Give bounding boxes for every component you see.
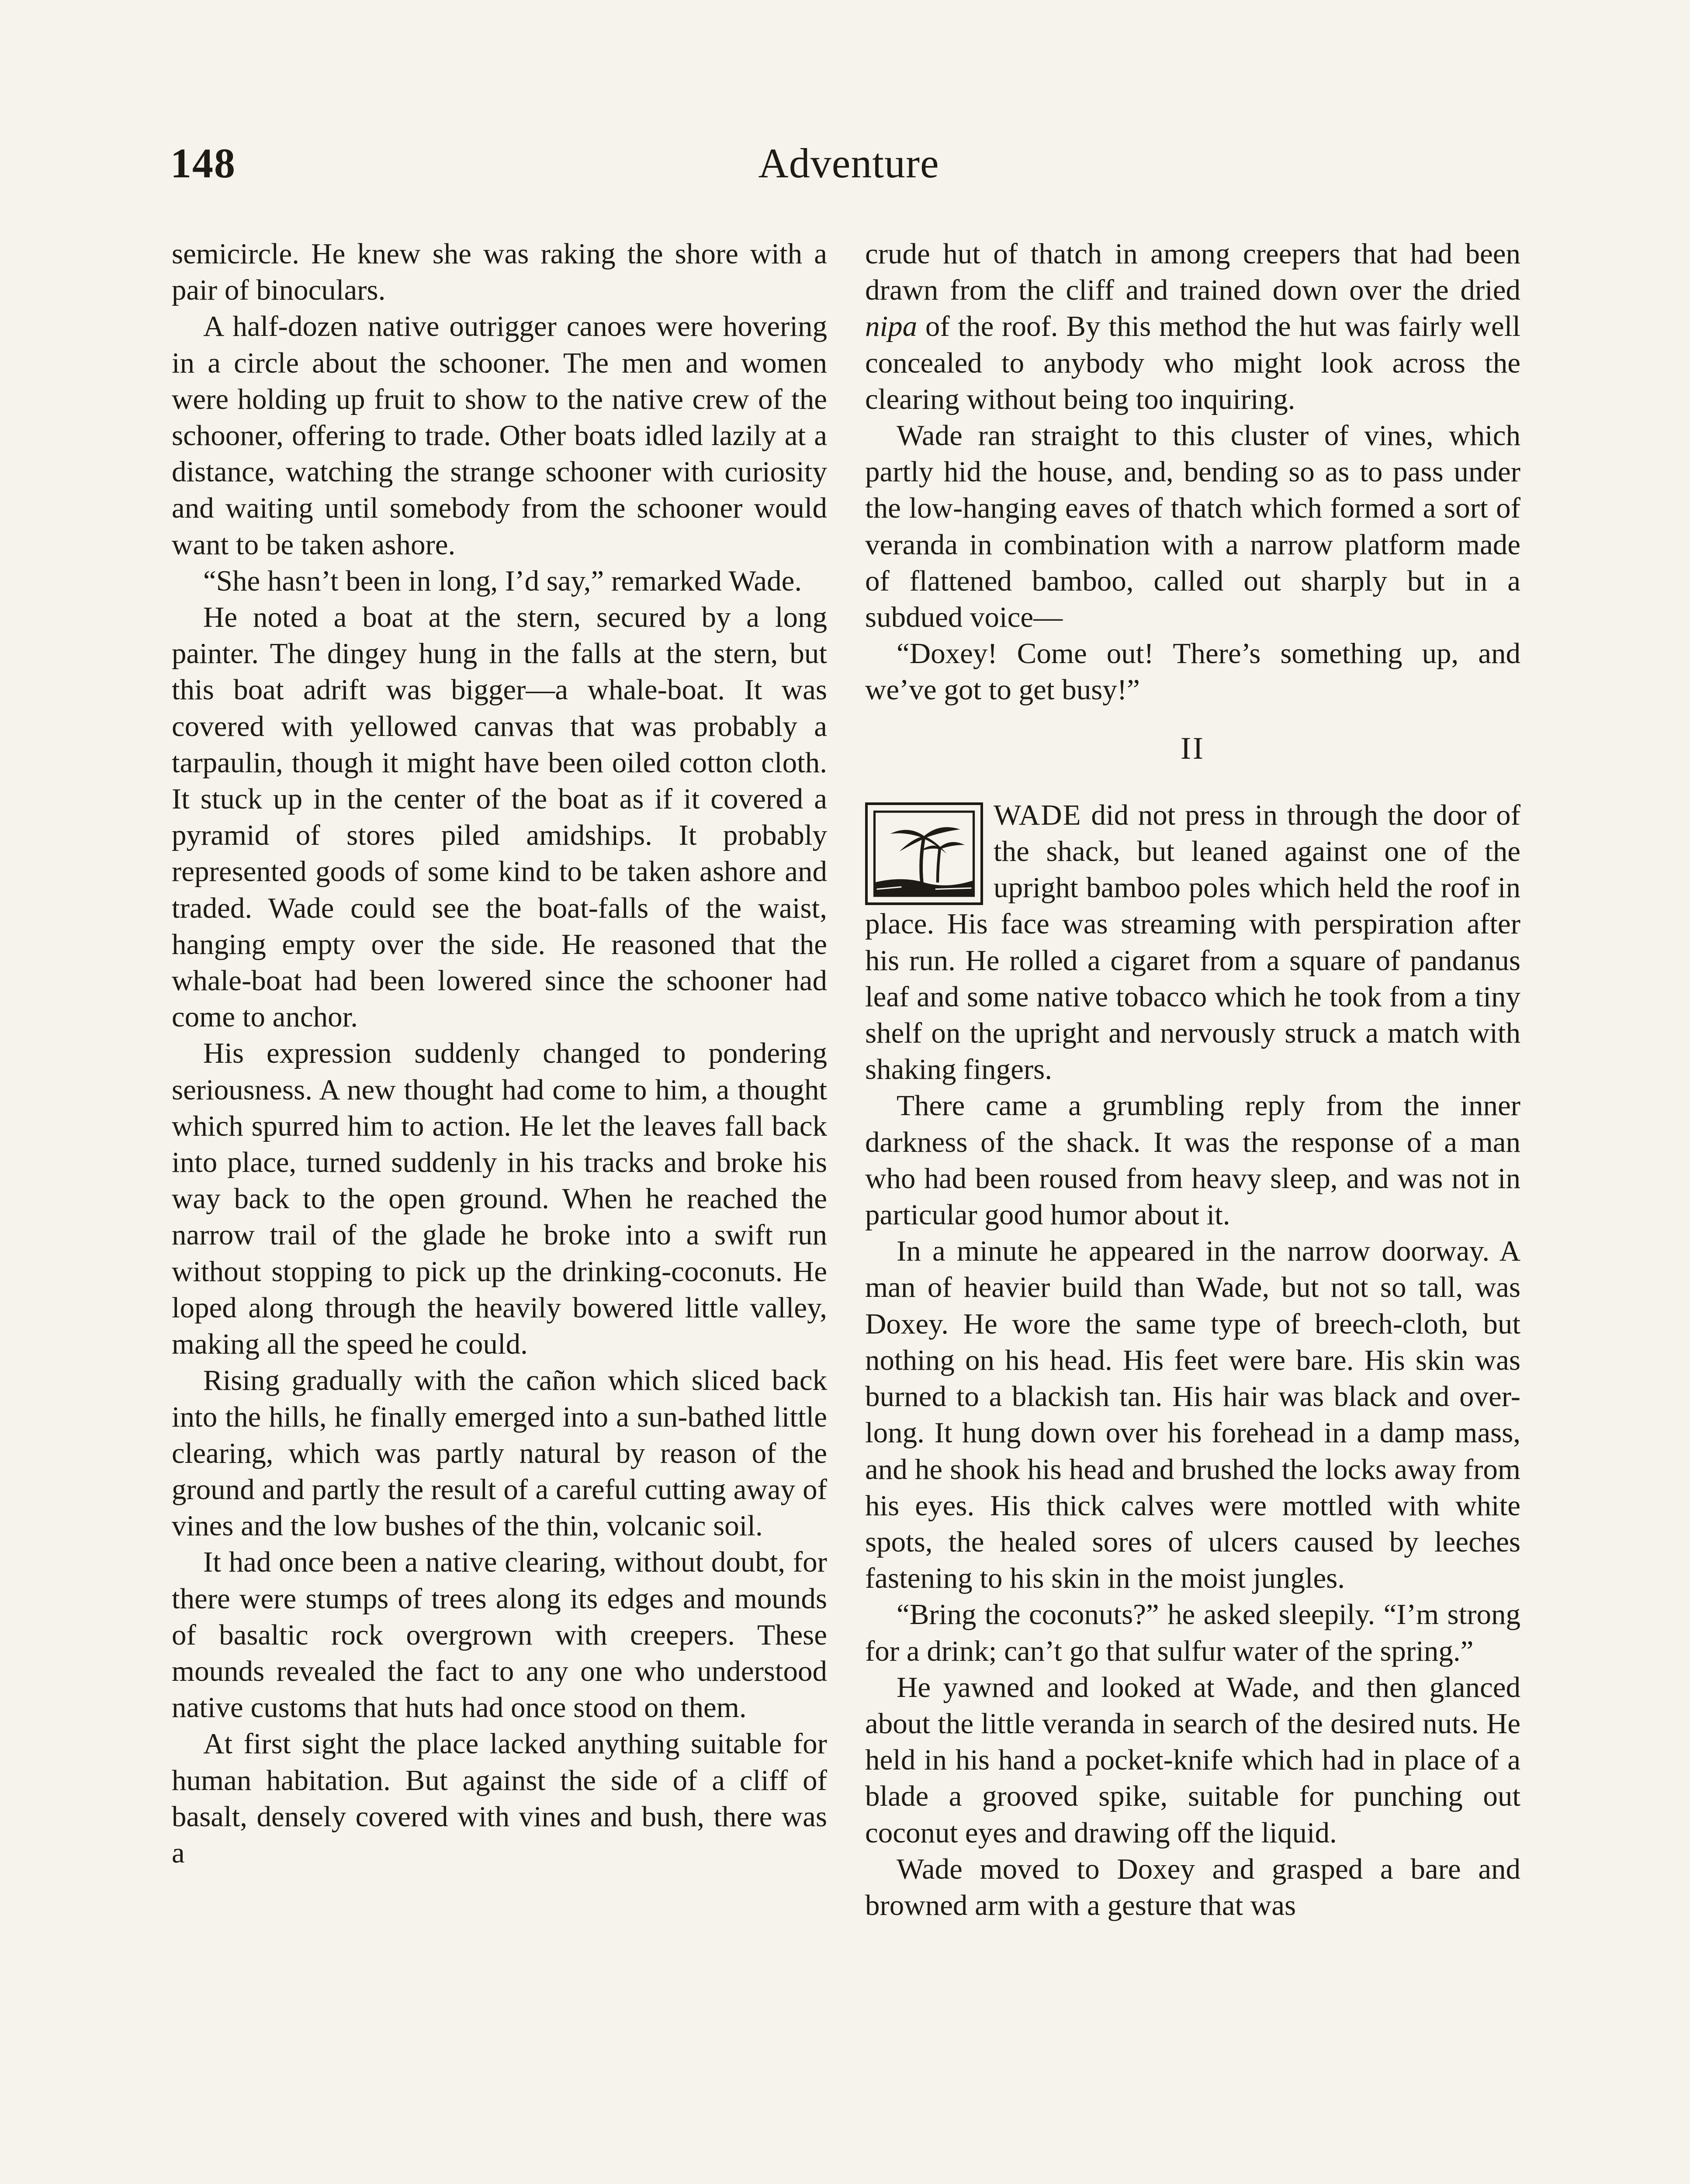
- dropcap-first-word: WADE: [994, 798, 1082, 831]
- running-title: Adventure: [758, 140, 939, 187]
- paragraph: “Doxey! Come out! There’s something up, and we’ve got to get busy!”: [865, 637, 1520, 706]
- paragraph: He noted a boat at the stern, secured by a long painter. The dingey hung in the falls at the stern, but this boat adrift was bigger—a whale-boat. It was covered with yellowed canvas that was probably a tarpaulin, though it might have been oiled cotton cloth. It stuck up in the center of the boat as if it covered a pyramid of stores piled amidships. It probably represented goods of some kind to be taken ashore and traded. Wade could see the boat-falls of the waist, hanging empty over the side. He reasoned that the whale-boat had been lowered since the schooner had come to anchor.: [172, 601, 827, 1033]
- paragraph: crude hut of thatch in among creepers that had been drawn from the cliff and trained down over the dried nipa of the roof. By this method the hut was fairly well concealed to anybody who might look across the clearing without being too inquiring.: [865, 238, 1520, 415]
- page-number: 148: [170, 140, 236, 187]
- page-header: [170, 139, 1527, 204]
- paragraph: Wade ran straight to this cluster of vines, which partly hid the house, and, bending so as to pass under the low-hanging eaves of thatch which formed a sort of veranda in combination with a narrow platform made of flattened bamboo, called out sharply but in a subdued voice—: [865, 419, 1520, 634]
- palm-tree-icon: [865, 802, 983, 905]
- paragraph: He yawned and looked at Wade, and then glanced about the little veranda in search of the desired nuts. He held in his hand a pocket-knife which had in place of a blade a grooved spike, suitable for punching out coconut eyes and drawing off the liquid.: [865, 1671, 1520, 1849]
- paragraph: “She hasn’t been in long, I’d say,” remarked Wade.: [203, 564, 802, 597]
- paragraph: A half-dozen native outrigger canoes were hovering in a circle about the schooner. The men and women were holding up fruit to show to the native crew of the schooner, offering to trade. Other boats idled lazily at a distance, watching the strange schooner with curiosity and waiting until somebody from the schooner would want to be taken ashore.: [172, 310, 827, 561]
- left-column: [172, 236, 827, 1871]
- paragraph: His expression suddenly changed to pondering seriousness. A new thought had come to him, a thought which spurred him to action. He let the leaves fall back into place, turned suddenly in his tracks and broke his way back to the open ground. When he reached the narrow trail of the glade he broke into a swift run without stopping to pick up the drinking-coconuts. He loped along through the heavily bowered little valley, making all the speed he could.: [172, 1037, 827, 1361]
- paragraph: It had once been a native clearing, without doubt, for there were stumps of trees along its edges and mounds of basaltic rock overgrown with creepers. These mounds revealed the fact to any one who understood native customs that huts had once stood on them.: [172, 1546, 827, 1724]
- right-column: [865, 236, 1520, 1924]
- paragraph: In a minute he appeared in the narrow doorway. A man of heavier build than Wade, but not so tall, was Doxey. He wore the same type of breech-cloth, but nothing on his head. His feet were bare. His skin was burned to a blackish tan. His hair was black and over-long. It hung down over his forehead in a damp mass, and he shook his head and brushed the locks away from his eyes. His thick calves were mottled with white spots, the healed sores of ulcers caused by leeches fastening to his skin in the moist jungles.: [865, 1235, 1520, 1595]
- paragraph: semicircle. He knew she was raking the shore with a pair of binoculars.: [172, 238, 827, 307]
- paragraph: There came a grumbling reply from the inner darkness of the shack. It was the response of a man who had been roused from heavy sleep, and was not in particular good humor about it.: [865, 1089, 1520, 1231]
- paragraph: Rising gradually with the cañon which sliced back into the hills, he finally emerged into a sun-bathed little clearing, which was partly natural by reason of the ground and partly the result of a careful cutting away of vines and the low bushes of the thin, volcanic soil.: [172, 1364, 827, 1542]
- paragraph: Wade moved to Doxey and grasped a bare and browned arm with a gesture that was: [865, 1852, 1520, 1921]
- dropcap-paragraph: [865, 797, 1520, 1088]
- paragraph: At first sight the place lacked anything suitable for human habitation. But against the side of a cliff of basalt, densely covered with vines and bush, there was a: [172, 1728, 827, 1869]
- paragraph: “Bring the coconuts?” he asked sleepily. “I’m strong for a drink; can’t go that sulfur water of the spring.”: [865, 1598, 1520, 1667]
- section-heading: II: [1181, 730, 1205, 766]
- dropcap-paragraph-text: did not press in through the door of the shack, but leaned against one of the upright bamboo poles which held the roof in place. His face was streaming with perspiration after his run. He rolled a cigaret from a square of pandanus leaf and some native tobacco which he took from a tiny shelf on the upright and nervously struck a match with shaking fingers.: [865, 798, 1520, 1086]
